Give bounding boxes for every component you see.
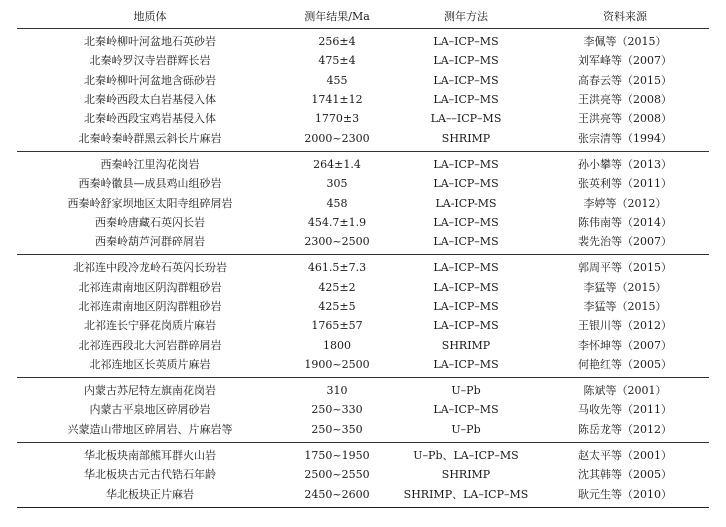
table-row xyxy=(17,485,709,508)
cell-dating-method: LA–ICP–MS xyxy=(433,319,499,333)
header-dating-method: 测年方法 xyxy=(391,4,541,29)
cell-dating-method: LA–ICP–MS xyxy=(433,157,499,171)
cell-geologic-body: 西秦岭徽县—成县鸡山组砂岩 xyxy=(78,177,222,191)
cell-age-result: 475±4 xyxy=(318,54,356,68)
cell-geologic-body: 华北板块古元古代锆石年龄 xyxy=(84,468,216,482)
cell-geologic-body: 西秦岭唐藏石英闪长岩 xyxy=(95,215,205,229)
cell-data-source: 沈其韩等（2005） xyxy=(578,468,672,482)
cell-age-result: 1900~2500 xyxy=(283,355,391,378)
table-row xyxy=(17,51,709,70)
cell-dating-method: LA–ICP–MS xyxy=(433,73,499,87)
cell-geologic-body: 北祁连肃南地区阴沟群粗砂岩 xyxy=(78,280,222,294)
table-row xyxy=(17,128,709,151)
cell-geologic-body: 北祁连地区长英质片麻岩 xyxy=(17,355,283,378)
table-row xyxy=(17,335,709,354)
cell-dating-method: LA–ICP–MS xyxy=(391,355,541,378)
cell-data-source: 裴先治等（2007） xyxy=(541,232,709,255)
cell-dating-method: LA–ICP–MS xyxy=(433,215,499,229)
cell-age-result: 1750~1950 xyxy=(304,449,370,463)
table-row xyxy=(17,378,709,401)
cell-dating-method: SHRIMP xyxy=(391,128,541,151)
cell-geologic-body: 北祁连长宁驿花岗质片麻岩 xyxy=(84,319,216,333)
cell-dating-method: LA––ICP–MS xyxy=(430,112,502,126)
cell-data-source: 李佩等（2015） xyxy=(583,35,667,49)
cell-age-result: 425±5 xyxy=(318,300,356,313)
cell-data-source: 陈岳龙等（2012） xyxy=(541,420,709,443)
cell-data-source: 陈斌等（2001） xyxy=(583,384,667,398)
cell-dating-method: LA–ICP–MS xyxy=(433,403,499,417)
cell-dating-method: LA–ICP–MS xyxy=(433,261,499,275)
cell-geologic-body: 北秦岭罗汉寺岩群辉长岩 xyxy=(89,54,211,68)
cell-data-source: 刘军峰等（2007） xyxy=(578,54,672,68)
cell-geologic-body: 北秦岭秦岭群黑云斜长片麻岩 xyxy=(17,128,283,151)
cell-dating-method: LA–ICP–MS xyxy=(433,54,499,68)
table-row xyxy=(17,420,709,443)
table-group xyxy=(17,29,709,152)
cell-age-result: 2450~2600 xyxy=(283,485,391,508)
table-row xyxy=(17,465,709,484)
cell-geologic-body: 西秦岭江里沟花岗岩 xyxy=(100,157,200,171)
table-row xyxy=(17,90,709,109)
cell-data-source: 李怀坤等（2007） xyxy=(578,338,672,352)
cell-data-source: 王洪亮等（2008） xyxy=(578,112,672,126)
cell-data-source: 陈伟南等（2014） xyxy=(578,215,672,229)
cell-geologic-body: 北祁连中段冷龙岭石英闪长玢岩 xyxy=(73,261,227,275)
cell-data-source: 李猛等（2015） xyxy=(583,280,667,294)
cell-geologic-body: 内蒙古平泉地区碎屑砂岩 xyxy=(89,403,211,417)
cell-age-result: 264±1.4 xyxy=(313,157,361,171)
table-row xyxy=(17,109,709,128)
cell-age-result: 310 xyxy=(326,384,348,398)
cell-age-result: 1770±3 xyxy=(314,112,360,126)
table-group xyxy=(17,151,709,254)
header-data-source: 资料来源 xyxy=(541,4,709,29)
cell-dating-method: U–Pb xyxy=(391,420,541,443)
cell-geologic-body: 内蒙古苏尼特左旗南花岗岩 xyxy=(84,384,216,398)
cell-data-source: 李婷等（2012） xyxy=(583,196,667,210)
table-group xyxy=(17,255,709,378)
cell-dating-method: SHRIMP xyxy=(441,338,491,352)
cell-geologic-body: 华北板块正片麻岩 xyxy=(17,485,283,508)
cell-data-source: 王银川等（2012） xyxy=(578,319,672,333)
table-row xyxy=(17,316,709,335)
cell-data-source: 赵太平等（2001） xyxy=(578,449,672,463)
cell-geologic-body: 北秦岭西段宝鸡岩基侵入体 xyxy=(84,112,216,126)
table-group xyxy=(17,378,709,443)
cell-data-source: 郭周平等（2015） xyxy=(578,261,672,275)
cell-age-result: 1741±12 xyxy=(311,93,363,107)
cell-age-result: 425±2 xyxy=(318,280,356,294)
cell-geologic-body: 北祁连西段北大河岩群碎屑岩 xyxy=(78,338,222,352)
table-row xyxy=(17,29,709,52)
cell-dating-method: LA–ICP–MS xyxy=(433,93,499,107)
cell-age-result: 2000~2300 xyxy=(283,128,391,151)
cell-dating-method: LA–ICP–MS xyxy=(433,280,499,294)
cell-age-result: 454.7±1.9 xyxy=(307,215,367,229)
table-row xyxy=(17,174,709,193)
cell-dating-method: LA–ICP–MS xyxy=(391,232,541,255)
table-row xyxy=(17,232,709,255)
cell-dating-method: LA–ICP–MS xyxy=(433,300,499,313)
table-row xyxy=(17,278,709,297)
table-row xyxy=(17,255,709,278)
cell-data-source: 马收先等（2011） xyxy=(578,403,672,417)
cell-dating-method: LA–ICP–MS xyxy=(433,177,499,191)
table-row xyxy=(17,71,709,90)
table-group xyxy=(17,442,709,507)
cell-age-result: 461.5±7.3 xyxy=(307,261,367,275)
cell-data-source: 张宗清等（1994） xyxy=(541,128,709,151)
cell-data-source: 孙小攀等（2013） xyxy=(578,157,672,171)
cell-data-source: 耿元生等（2010） xyxy=(541,485,709,508)
cell-dating-method: SHRIMP、LA–ICP–MS xyxy=(391,485,541,508)
cell-age-result: 458 xyxy=(326,196,348,210)
cell-data-source: 何艳红等（2005） xyxy=(541,355,709,378)
table-row xyxy=(17,213,709,232)
cell-geologic-body: 华北板块南部熊耳群火山岩 xyxy=(84,449,216,463)
table-row xyxy=(17,193,709,212)
table-row xyxy=(17,442,709,465)
header-geologic-body: 地质体 xyxy=(17,4,283,29)
cell-data-source: 王洪亮等（2008） xyxy=(578,93,672,107)
cell-age-result: 1800 xyxy=(323,338,351,352)
cell-geologic-body: 北祁连肃南地区阴沟群粗砂岩 xyxy=(78,300,222,313)
table-row xyxy=(17,297,709,316)
table-row xyxy=(17,355,709,378)
table-header-row xyxy=(17,4,709,29)
cell-geologic-body: 西秦岭舒家坝地区太阳寺组碎屑岩 xyxy=(67,196,233,210)
cell-dating-method: LA–ICP–MS xyxy=(433,35,499,49)
cell-age-result: 1765±57 xyxy=(311,319,363,333)
cell-geologic-body: 北秦岭柳叶河盆地含砾砂岩 xyxy=(84,73,216,87)
cell-age-result: 250~330 xyxy=(311,403,363,417)
cell-geologic-body: 兴蒙造山带地区碎屑岩、片麻岩等 xyxy=(17,420,283,443)
cell-dating-method: LA-ICP-MS xyxy=(435,196,497,210)
cell-age-result: 2500~2550 xyxy=(304,468,370,482)
cell-data-source: 张英利等（2011） xyxy=(578,177,672,191)
cell-geologic-body: 西秦岭葫芦河群碎屑岩 xyxy=(17,232,283,255)
cell-dating-method: SHRIMP xyxy=(441,468,491,482)
cell-age-result: 256±4 xyxy=(318,35,356,49)
cell-age-result: 250~350 xyxy=(283,420,391,443)
cell-data-source: 高春云等（2015） xyxy=(578,73,672,87)
cell-geologic-body: 北秦岭柳叶河盆地石英砂岩 xyxy=(84,35,216,49)
table-row xyxy=(17,400,709,419)
zircon-age-table xyxy=(17,4,709,508)
cell-age-result: 305 xyxy=(326,177,348,191)
cell-geologic-body: 北秦岭西段太白岩基侵入体 xyxy=(84,93,216,107)
header-age-result: 测年结果/Ma xyxy=(283,4,391,29)
cell-age-result: 2300~2500 xyxy=(283,232,391,255)
table-row xyxy=(17,151,709,174)
cell-data-source: 李猛等（2015） xyxy=(583,300,667,313)
cell-age-result: 455 xyxy=(326,73,348,87)
cell-dating-method: U–Pb、LA–ICP–MS xyxy=(413,449,519,463)
cell-dating-method: U–Pb xyxy=(451,384,481,398)
